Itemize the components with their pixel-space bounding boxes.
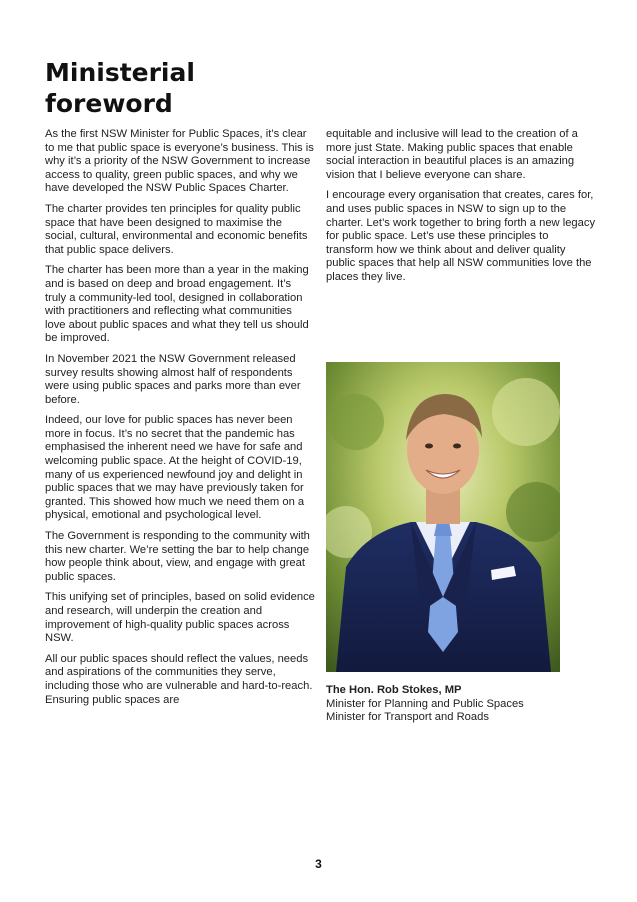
paragraph: As the first NSW Minister for Public Spaces, it’s clear to me that public space is everyone’s business. This is why it’s a priority of the NSW Government to increase access to quality, green public spaces, and why we have developed the NSW Public Spaces Charter. <box>45 128 314 195</box>
caption-role-2: Minister for Transport and Roads <box>326 711 489 724</box>
caption-name: The Hon. Rob Stokes, MP <box>326 684 462 696</box>
page-title <box>45 57 325 119</box>
title-line-1: Ministerial <box>45 58 195 87</box>
paragraph: I encourage every organisation that creates, cares for, and uses public spaces in NSW to sign up to the charter. Let’s work together to bring forth a new legacy for public space. Let’s use these principles to transform how we think about and deliver quality public spaces that help all NSW communities love the places they live. <box>326 189 596 283</box>
paragraph: The charter has been more than a year in the making and is based on deep and broad engagement. It’s truly a community-led tool, designed in collaboration with practitioners and reflecting what communities love about public spaces and what they tell us should be improved. <box>45 264 309 345</box>
paragraph: In November 2021 the NSW Government released survey results showing almost half of respondents were using public spaces and parks more than ever before. <box>45 352 301 406</box>
title-line-2: foreword <box>45 89 173 118</box>
page-number: 3 <box>315 857 322 871</box>
right-text-column <box>326 128 596 292</box>
paragraph: This unifying set of principles, based on solid evidence and research, will underpin the creation and improvement of high-quality public spaces across NSW. <box>45 591 315 645</box>
minister-portrait-photo <box>326 362 560 672</box>
paragraph: equitable and inclusive will lead to the creation of a more just State. Making public spaces that enable social interaction in beautiful places is an amazing vision that I believe everyone can share. <box>326 128 578 181</box>
paragraph: All our public spaces should reflect the values, needs and aspirations of the communities they serve, including those who are vulnerable and hard-to-reach. Ensuring public spaces are <box>45 652 313 706</box>
photo-caption <box>326 684 586 725</box>
left-text-column <box>45 128 315 714</box>
paragraph: Indeed, our love for public spaces has never been more in focus. It’s no secret that the pandemic has emphasised the inherent need we have for safe and welcoming public space. At the height of COVID-19, many of us experienced newfound joy and delight in public spaces that we may have previously taken for granted. This showed how much we need them on a physical, emotional and psychological level. <box>45 414 305 522</box>
paragraph: The charter provides ten principles for quality public space that have been designed to maximise the social, cultural, environmental and economic benefits that public space delivers. <box>45 202 308 256</box>
caption-role-1: Minister for Planning and Public Spaces <box>326 697 524 710</box>
paragraph: The Government is responding to the community with this new charter. We’re setting the bar to help change how people think about, view, and engage with great public spaces. <box>45 530 310 583</box>
